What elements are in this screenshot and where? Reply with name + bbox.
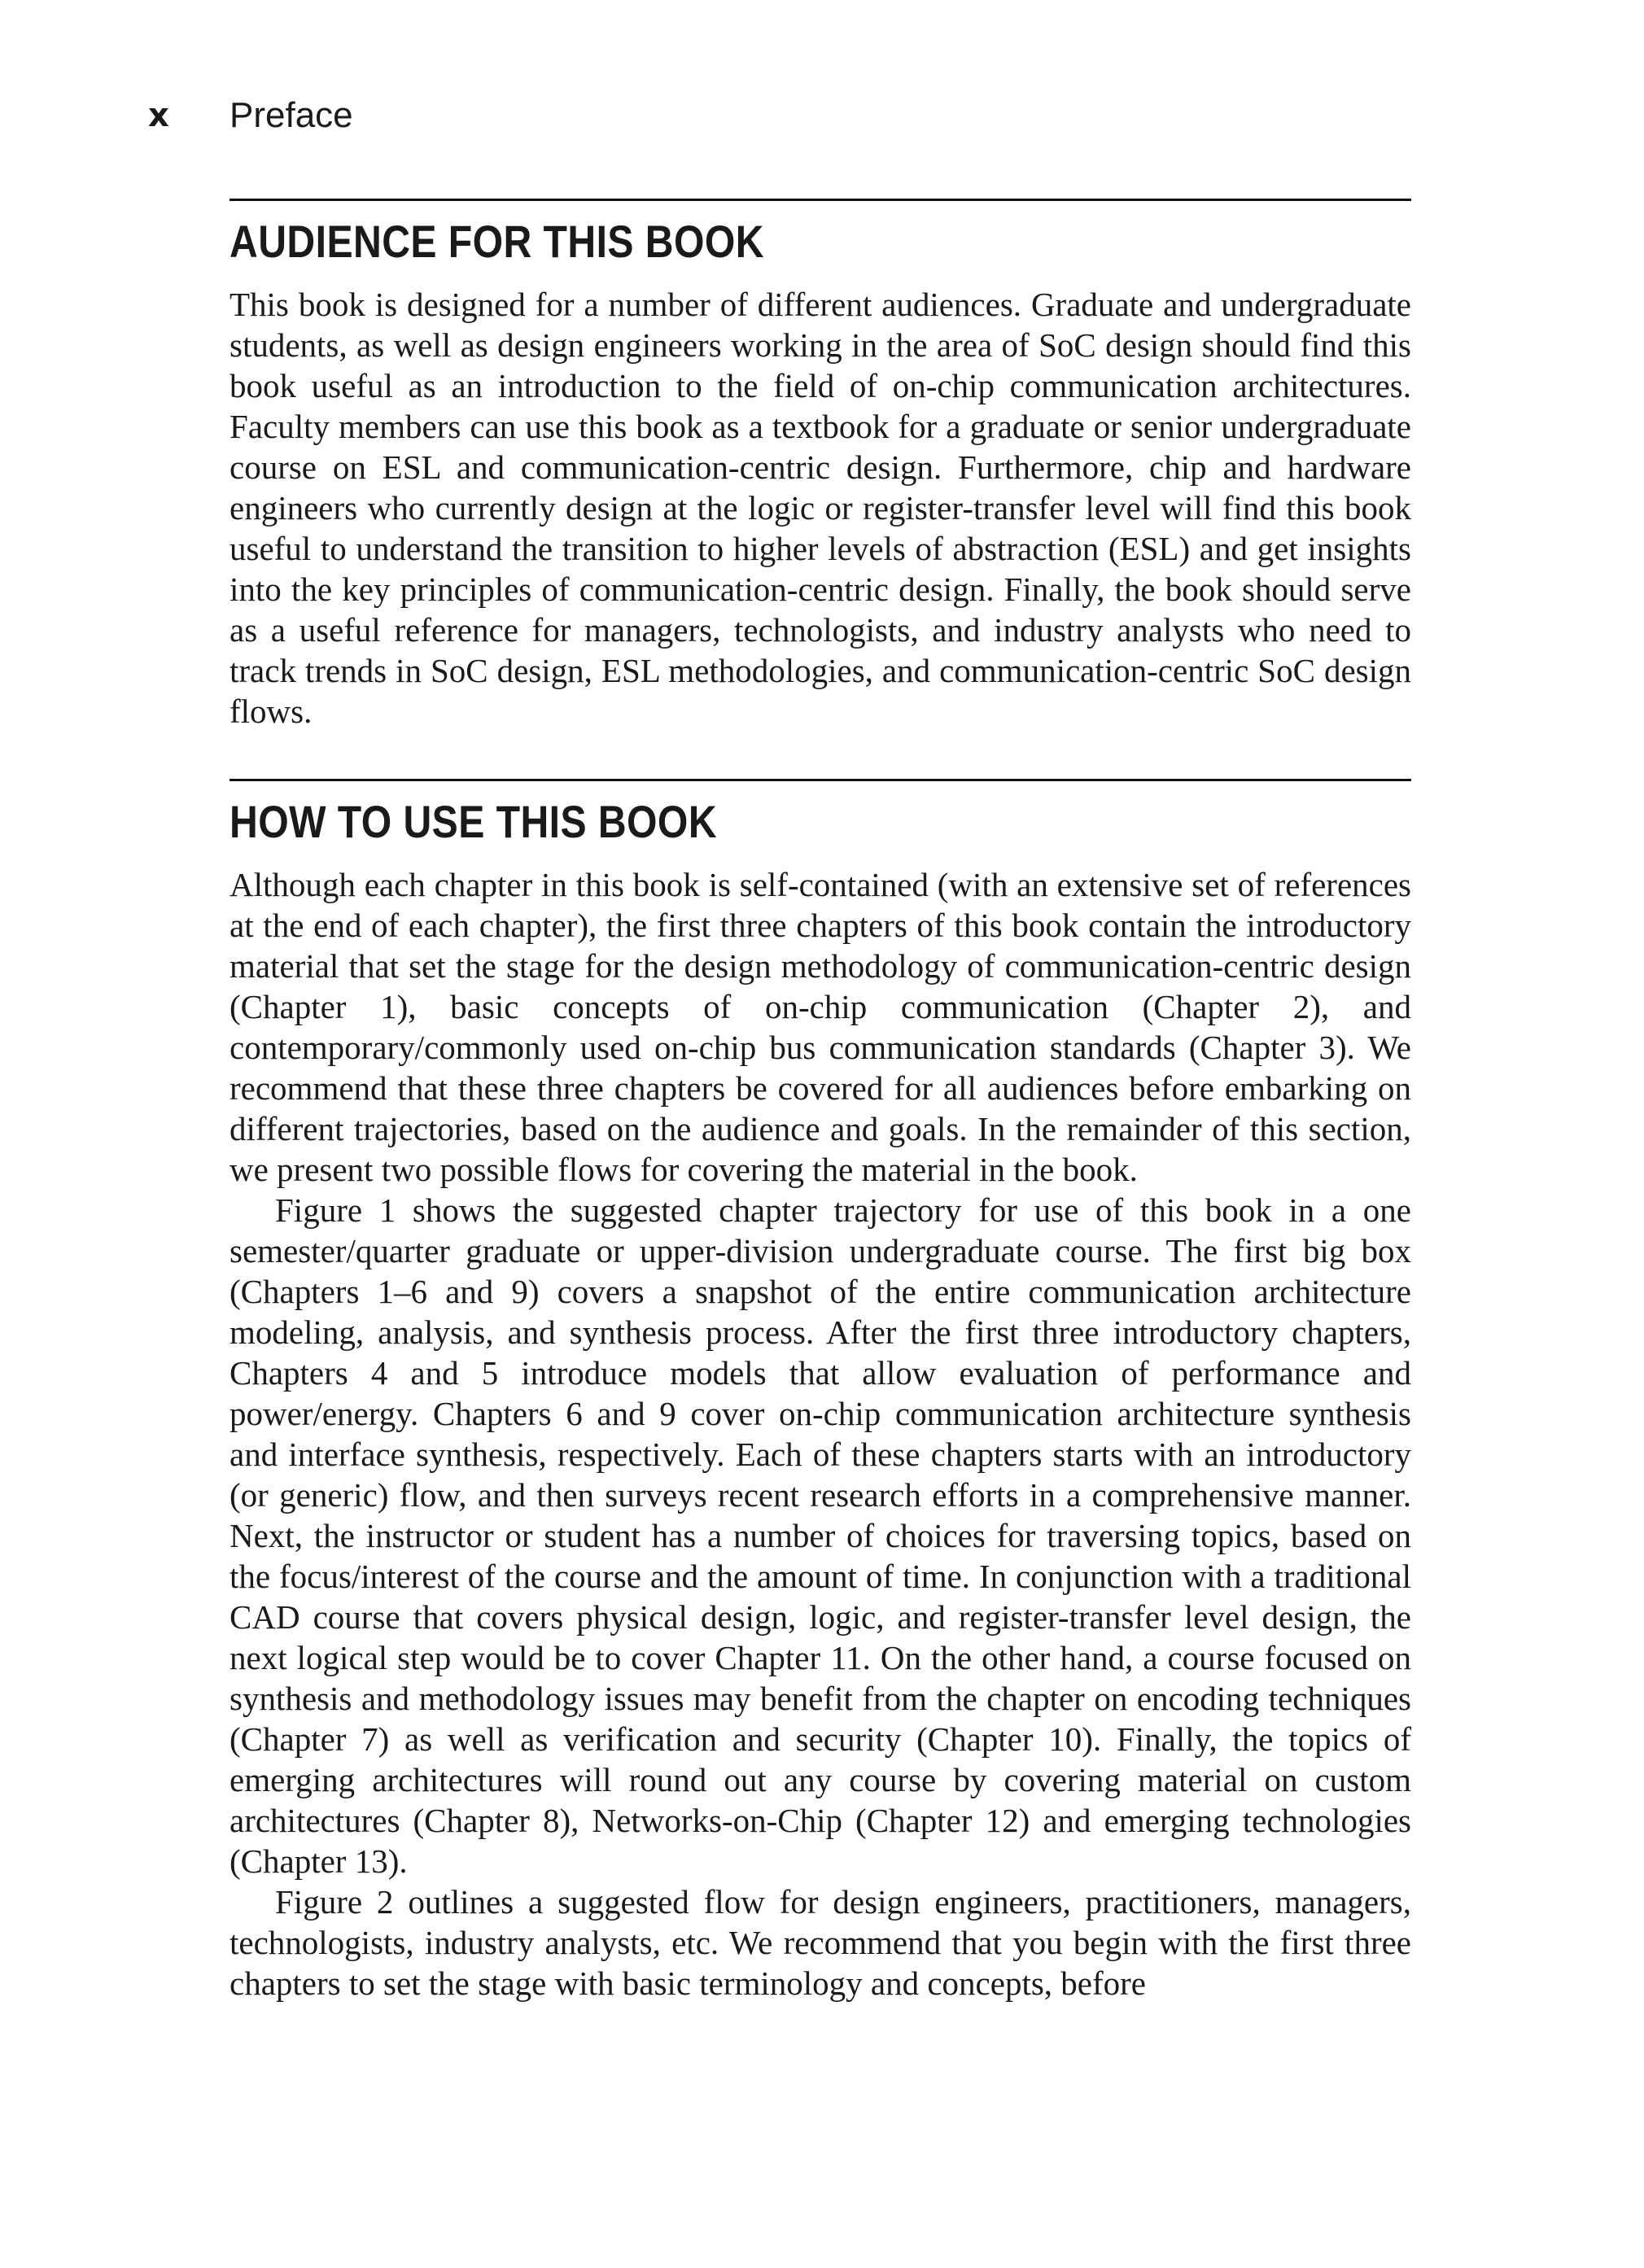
section-rule [230, 199, 1411, 201]
body-paragraph: Although each chapter in this book is self-contained (with an extensive set of references at the end of each chapter), the first three chapters of this book contain the introductory material that set the stage for the design methodology of communication-centric design (Chapter 1), basic concepts of on-chip communication (Chapter 2), and contemporary/commonly used on-chip bus communication standards (Chapter 3). We recommend that these three chapters be covered for all audiences before embarking on different trajectories, based on the audience and goals. In the remainder of this section, we present two possible flows for covering the material in the book. [230, 866, 1411, 1188]
section-heading: HOW TO USE THIS BOOK [230, 796, 718, 847]
running-head [148, 91, 353, 140]
body-paragraph: Figure 2 outlines a suggested flow for design engineers, practitioners, managers, technologists, industry analysts, etc. We recommend that you begin with the first three chapters to set the stage with basic terminology and concepts, before [230, 1883, 1411, 2002]
section-audience-for-this-book [230, 199, 1411, 732]
section-how-to-use-this-book [230, 779, 1411, 2004]
body-paragraph: Figure 1 shows the suggested chapter trajectory for use of this book in a one semester/quarter graduate or upper-division undergraduate course. The first big box (Chapters 1–6 and 9) covers a snapshot of the entire communication architecture modeling, analysis, and synthesis process. After the first three introductory chapters, Chapters 4 and 5 introduce models that allow evaluation of performance and power/energy. Chapters 6 and 9 cover on-chip communication architecture synthesis and interface synthesis, respectively. Each of these chapters starts with an introductory (or generic) flow, and then surveys recent research efforts in a comprehensive manner. Next, the instructor or student has a number of choices for traversing topics, based on the focus/interest of the course and the amount of time. In conjunction with a traditional CAD course that covers physical design, logic, and register-transfer level design, the next logical step would be to cover Chapter 11. On the other hand, a course focused on synthesis and methodology issues may benefit from the chapter on encoding techniques (Chapter 7) as well as verification and security (Chapter 10). Finally, the topics of emerging architectures will round out any course by covering material on custom architectures (Chapter 8), Networks-on-Chip (Chapter 12) and emerging technologies (Chapter 13). [230, 1191, 1411, 1880]
body-paragraph: This book is designed for a number of different audiences. Graduate and undergraduate students, as well as design engineers working in the area of SoC design should find this book useful as an introduction to the field of on-chip communication architectures. Faculty members can use this book as a textbook for a graduate or senior undergraduate course on ESL and communication-centric design. Furthermore, chip and hardware engineers who currently design at the logic or register-transfer level will find this book useful to understand the transition to higher levels of abstraction (ESL) and get insights into the key principles of communication-centric design. Finally, the book should serve as a useful reference for managers, technologists, and industry analysts who need to track trends in SoC design, ESL methodologies, and communication-centric SoC design flows. [230, 286, 1411, 730]
section-heading: AUDIENCE FOR THIS BOOK [230, 216, 764, 267]
section-rule [230, 779, 1411, 781]
running-title: Preface [230, 95, 353, 135]
page-number: x [148, 97, 169, 134]
